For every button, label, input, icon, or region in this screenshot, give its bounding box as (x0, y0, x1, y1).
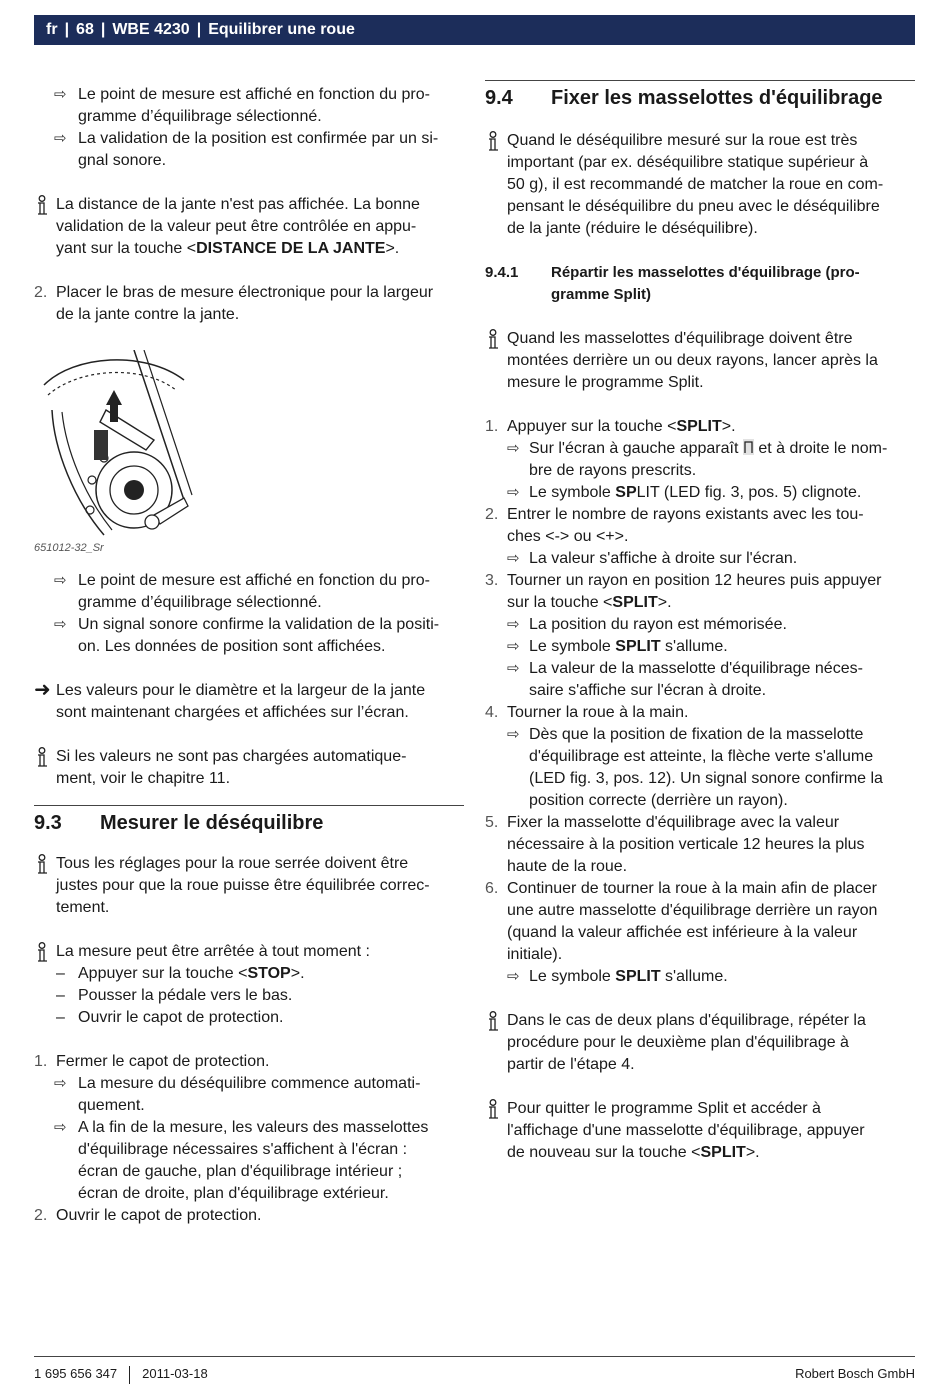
result-arrow-icon: ⇨ (507, 968, 520, 985)
wheel-measurement-figure (34, 350, 214, 540)
result-item: ⇨ La validation de la position est confirmée par un si- (34, 128, 464, 150)
result-item: ⇨ Dès que la position de fixation de la masselotte (485, 724, 915, 746)
result-arrow-icon: ⇨ (54, 86, 67, 103)
result-arrow-icon: ⇨ (54, 572, 67, 589)
step-item: 2. Ouvrir le capot de protection. (34, 1207, 262, 1224)
header-page-number: 68 (76, 21, 94, 38)
figure-caption: 651012-32_Sr (34, 542, 104, 554)
info-icon (34, 942, 52, 964)
result-item: ⇨ La valeur de la masselotte d'équilibrage néces- (485, 658, 915, 680)
info-note: Tous les réglages pour la roue serrée doivent être (34, 853, 464, 875)
list-item: – Appuyer sur la touche <STOP>. (56, 965, 305, 982)
result-item: ⇨ Un signal sonore confirme la validation de la positi- (34, 614, 464, 636)
result-arrow-icon: ⇨ (507, 484, 520, 501)
header-model: WBE 4230 (112, 21, 190, 38)
result-item: ⇨ Le point de mesure est affiché en fonction du pro- (34, 570, 464, 592)
info-icon (485, 131, 503, 153)
info-icon (34, 747, 52, 769)
result-item: ⇨ A la fin de la mesure, les valeurs des masselottes (34, 1117, 464, 1139)
info-icon (485, 1011, 503, 1033)
result-arrow-icon: ⇨ (54, 1119, 67, 1136)
footer-divider (34, 1356, 915, 1357)
info-note: Pour quitter le programme Split et accéder à (485, 1098, 915, 1120)
step-item: 1. Fermer le capot de protection. (34, 1053, 270, 1070)
result-item: ⇨ Le symbole SPLIT (LED fig. 3, pos. 5) clignote. (485, 482, 915, 504)
list-item: – Ouvrir le capot de protection. (56, 1009, 284, 1026)
result-arrow-icon: ⇨ (507, 616, 520, 633)
result-arrow-icon: ⇨ (54, 1075, 67, 1092)
step-item: 2. Placer le bras de mesure électronique pour la largeur (34, 284, 434, 301)
result-arrow-icon: ⇨ (507, 726, 520, 743)
result-arrow-icon: ⇨ (507, 550, 520, 567)
left-column: ⇨ Le point de mesure est affiché en fonction du pro- gramme d’équilibrage sélectionné. ⇨ La validation de la position est confirmée par un si- gnal sonore. La distance de la jante n'est pas affichée. La bonne validation de la valeur peut être contrôlée en appu- yant sur la touche <DISTANCE DE LA JANTE>. 2. Placer le bras de mesure électronique pour la largeur de la jante contre la jante. 651012-32_Sr ⇨ Le point de mesure est affiché en fonction du pro- gramme d’équilibrage sélectionné. ⇨ Un signal sonore confirme la validation de la positi- on. Les données de position sont affichées. ➜ Les valeurs pour le diamètre et la largeur de la jante sont maintenant chargées et affichées sur l’écran. Si les valeurs ne sont pas chargées automatique- ment, voir le chapitre 11. 9.3 Mesurer le déséquilibre Tous les réglages pour la roue serrée doivent être justes pour que la roue puisse être équilibrée correc- tement. La mesure peut être arrêtée à tout moment : – Appuyer sur la touche <STOP>. – Pousser la pédale vers le bas. – Ouvrir le capot de protection. 1. Fermer le capot de protection. ⇨ La mesure du déséquilibre commence automati- quement. ⇨ A la fin de la mesure, les valeurs des masselottes d'équilibrage nécessaires s'affichent à l'écran : écran de gauche, plan d'équilibrage intérieur ; écran de droite, plan d'équilibrage extérieur. 2. Ouvrir le capot de protection. (34, 84, 464, 1227)
header-lang: fr (46, 21, 58, 38)
result-item-cont: gramme d’équilibrage sélectionné. (78, 108, 322, 125)
info-note: La distance de la jante n'est pas affichée. La bonne (34, 194, 464, 216)
section-heading-9-4: 9.4 Fixer les masselottes d'équilibrage (485, 80, 915, 124)
info-icon (34, 854, 52, 876)
document-number: 1 695 656 347 (34, 1366, 118, 1381)
footer-left (34, 1364, 208, 1384)
wheel-illustration (34, 350, 214, 540)
result-arrow-icon: ⇨ (54, 130, 67, 147)
result-item: ⇨ Sur l'écran à gauche apparaît et à droite le nom- (485, 438, 915, 460)
info-icon (34, 195, 52, 217)
info-note: La mesure peut être arrêtée à tout moment : (34, 941, 464, 963)
info-icon (485, 1099, 503, 1121)
key-name: DISTANCE DE LA JANTE (196, 240, 386, 257)
info-note: Quand les masselottes d'équilibrage doivent être (485, 328, 915, 350)
header-section: Equilibrer une roue (208, 21, 355, 38)
step-item: 6. Continuer de tourner la roue à la main afin de placer (485, 880, 877, 897)
subsection-heading-9-4-1: 9.4.1 Répartir les masselottes d'équilibrage (pro- gramme Split) (485, 264, 860, 303)
result-item: ⇨ La mesure du déséquilibre commence automati- (34, 1073, 464, 1095)
footer-company: Robert Bosch GmbH (795, 1366, 915, 1381)
result-arrow-icon: ⇨ (54, 616, 67, 633)
result-arrow-icon: ⇨ (507, 660, 520, 677)
step-item: 5. Fixer la masselotte d'équilibrage avec la valeur (485, 814, 840, 831)
result-item: ⇨ Le point de mesure est affiché en fonction du pro- (34, 84, 464, 106)
info-note: Quand le déséquilibre mesuré sur la roue est très (485, 130, 915, 152)
step-item: 2. Entrer le nombre de rayons existants avec les tou- (485, 506, 864, 523)
info-note: Dans le cas de deux plans d'équilibrage, répéter la (485, 1010, 915, 1032)
step-item: 4. Tourner la roue à la main. (485, 704, 689, 721)
list-item: – Pousser la pédale vers le bas. (56, 987, 293, 1004)
document-date: 2011-03-18 (142, 1366, 208, 1381)
result-item: ⇨ La valeur s'affiche à droite sur l'écran. (485, 548, 915, 570)
result-item: ⇨ La position du rayon est mémorisée. (485, 614, 915, 636)
result-arrow-icon: ⇨ (507, 638, 520, 655)
result-item: ⇨ Le symbole SPLIT s'allume. (485, 636, 915, 658)
arrow-right-bold-icon: ➜ (34, 679, 51, 701)
info-icon (485, 329, 503, 351)
step-item: 1. Appuyer sur la touche <SPLIT>. (485, 418, 736, 435)
display-segment-icon (743, 439, 754, 455)
result-arrow-icon: ⇨ (507, 440, 520, 457)
result-item-cont: gnal sonore. (78, 152, 167, 169)
page-header: fr | 68 | WBE 4230 | Equilibrer une roue (34, 15, 915, 45)
result-item: ⇨ Le symbole SPLIT s'allume. (485, 966, 915, 988)
final-result-note: ➜ Les valeurs pour le diamètre et la largeur de la jante (34, 679, 426, 701)
info-note: Si les valeurs ne sont pas chargées automatique- (34, 746, 464, 768)
right-column: 9.4 Fixer les masselottes d'équilibrage Quand le déséquilibre mesuré sur la roue est très important (par ex. déséquilibre statique supérieur à 50 g), il est recommandé de matcher la roue en com- pensant le déséquilibre du pneu avec le déséquilibre de la jante (réduire le déséquilibre). 9.4.1 Répartir les masselottes d'équilibrage (pro- gramme Split) Quand les masselottes d'équilibrage doivent être montées derrière un ou deux rayons, lancer après la mesure le programme Split. 1. Appuyer sur la touche <SPLIT>. ⇨ Sur l'écran à gauche apparaît et à droite le nom- bre de rayons prescrits. ⇨ Le symbole SPLIT (LED fig. 3, pos. 5) clignote. 2. Entrer le nombre de rayons existants avec les tou- ches <-> ou <+>. ⇨ La valeur s'affiche à droite sur l'écran. 3. Tourner un rayon en position 12 heures puis appuyer sur la touche <SPLIT>. ⇨ La position du rayon est mémorisée. ⇨ Le symbole SPLIT s'allume. ⇨ La valeur de la masselotte d'équilibrage néces- saire s'affiche sur l'écran à droite. 4. Tourner la roue à la main. ⇨ Dès que la position de fixation de la masselotte d'équilibrage est atteinte, la flèche verte s'allume (LED fig. 3, pos. 12). Un signal sonore confirme la position correcte (derrière un rayon). 5. Fixer la masselotte d'équilibrage avec la valeur nécessaire à la position verticale 12 heures la plus haute de la roue. 6. Continuer de tourner la roue à la main afin de placer une autre masselotte d'équilibrage derrière un rayon (quand la valeur affichée est inférieure à la valeur initiale). ⇨ Le symbole SPLIT s'allume. Dans le cas de deux plans d'équilibrage, répéter la procédure pour le deuxième plan d'équilibrage à partir de l'étape 4. Pour quitter le programme Split et accéder à l'affichage d'une masselotte d'équilibrage, appuyer de nouveau sur la touche <SPLIT>. (485, 80, 915, 1164)
section-heading-9-3: 9.3 Mesurer le déséquilibre (34, 805, 464, 853)
step-item: 3. Tourner un rayon en position 12 heures puis appuyer (485, 572, 882, 589)
